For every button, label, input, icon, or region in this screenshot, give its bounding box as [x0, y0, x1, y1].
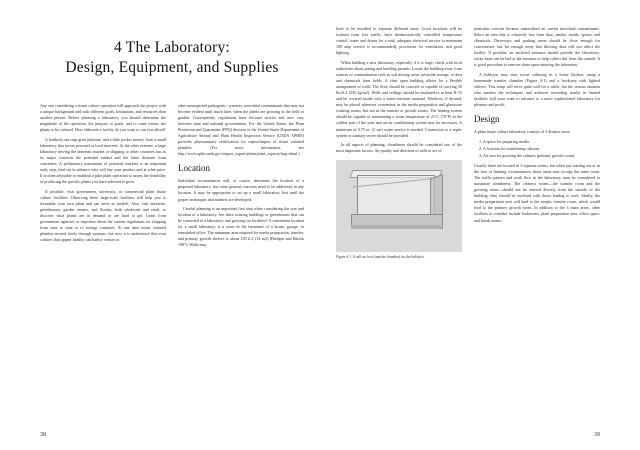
- box-front-panel: [357, 175, 436, 218]
- figure-image: [336, 160, 462, 252]
- list-item: 2. A location for transferring cultures.: [483, 146, 600, 152]
- paragraph: A hobbyist may start tissue culturing in a home kitchen, using a homemade transfer chamber (Figure 4-1) and a bookcase with lighted shelves. This setup will serve quite well for a while, but the serious amateur who masters the techniques and achieves rewarding results in limited facilities will soon want to advance to a more sophisticated laboratory for pleasure and profit.: [474, 71, 600, 108]
- page-right: [320, 0, 640, 450]
- left-column-1: [40, 103, 166, 252]
- figure-still-air-box: [336, 160, 462, 260]
- left-page-columns: [40, 103, 304, 252]
- section-heading-location: Location: [178, 163, 210, 174]
- paragraph: A hobbyist can reap great pleasure, and a little pocket money, from a small laboratory that serves personal or local interests. At the other extreme, a large laboratory serving the domestic market or shipping to other countries has as its major concerns the potential market and the labor distance from customers. A preliminary assessment of potential markets is an important early step; find out in advance who will buy your product and at what price. It is often advisable to establish a pilot plant operation to assess the feasibility of producing the specific plants you have selected to grow.: [40, 136, 166, 185]
- paragraph: If possible, visit government, university, or commercial plant tissue culture facilities. Observing these large-scale facilities will help you to formulate your own plans and can serve as models. Also, visit nurseries, greenhouses, garden centers, and florists, both wholesale and retail, to discover what plants are in demand or are hard to get. Learn from government agencies or exporters about the current regulations for shipping from state to state or to foreign countries. At one time tissue cultured plantlets moved freely through customs; but now it is understood that even cultures that appear healthy can harbor viruses or: [40, 188, 166, 243]
- paragraph: Individual circumstances will, of course, determine the location of a proposed laboratory, but some general concerns need to be addressed in any location. It may be appropriate to set up a small laboratory first until the proper techniques and markets are developed.: [178, 178, 304, 202]
- page-number-left: 38: [40, 432, 46, 438]
- paragraph: A plant tissue culture laboratory consists of 3 distinct areas:: [474, 129, 571, 135]
- paragraph: In all aspects of planning, cleanliness should be considered one of the most important factors. Air quality and direction of airflow are of: [336, 142, 462, 154]
- paragraph: other unsuspected pathogenic, systemic, microbial contaminants that may not become evident until much later, when the plants are growing in the field or garden. Consequently, regulations have become stricter and now vary between state and national governments. For the United States, the Plant Protection and Quarantine (PPQ) division of the United States Department of Agriculture Animal and Plant Health Inspection Service (USDA APHIS) provides phytosanitary certification for export/import of tissue cultured plantlets. (For more information, see http://www.aphis.usda.gov/import_export/plants/plant_exports/faqs.shtml.): [178, 102, 304, 157]
- section-heading-design: Design: [474, 114, 500, 125]
- design-areas-list: [474, 139, 600, 159]
- still-air-box-illustration: [351, 175, 447, 232]
- page-title: [40, 38, 304, 79]
- right-column-2: [474, 26, 600, 260]
- box-base-shadow: [351, 225, 441, 229]
- chapter-title-line-1: 4 The Laboratory:: [114, 39, 230, 56]
- list-item: 1. A space for preparing media.: [483, 139, 600, 145]
- left-column-2: [178, 103, 304, 252]
- right-column-1: [336, 26, 462, 260]
- paragraph: Any one considering a tissue culture operation will approach the project with a unique background and with different goals, limitations, and resources than another person. Before planning a laboratory, you should determine the magnitude of the operation, the purpose or goals, and to some extent, the plants to be cultured. How elaborate a facility do you want or can you afford?: [40, 102, 166, 133]
- paragraph: Careful planning is an important first step when considering the size and location of a laboratory. Are there existing buildings or greenhouses that can be converted to a laboratory and growing-on facilities? A convenient location for a small laboratory is a room in the basement of a house, garage, or remodeled office. The minimum area required for media preparation, transfer, and primary growth shelves is about 150 ft.2 (14 m2) (Bridgen and Bartok 1987). Walls may: [178, 206, 304, 248]
- list-item: 3. An area for growing the cultures (primary growth room).: [483, 153, 600, 159]
- right-page-columns: [336, 26, 600, 260]
- figure-caption: Figure 4-1. A still-air box (transfer chamber) for the hobbyist.: [336, 255, 425, 260]
- paragraph: have to be installed to separate different areas. Good locations will be isolated from foot traffic, have thermostatically controlled temperature control, water and drains for a sink, adequate electrical service (a minimum 100 amp service is recommended), provisions for ventilation, and good lighting.: [336, 26, 462, 56]
- chapter-title-line-2: Design, Equipment, and Supplies: [65, 59, 279, 77]
- page-number-right: 39: [594, 432, 600, 438]
- paragraph: When building a new laboratory, especially if it is large, check with local authorities about zoning and building permits. Locate the building away from sources of contamination such as soil mixing areas, pesticide storage, or dust and chemicals from fields. A clear open building allows for a flexible arrangement of walls. The floor should be concrete or capable of carrying 50 lbs/ft.2 (245 kg/m2). Walls and ceilings should be insulated to at least R-15 and be covered inside with a water-resistant material. Windows, if desired, may be placed wherever convenient in the media preparation and glassware washing rooms, but not in the transfer or growth rooms. The heating system should be capable of maintaining a room temperature of 21°C (70°F) in the coldest part of the year and an air conditioning system may be necessary. A minimum of 0.75 in. (2 cm) water service is needed. Connection to a septic system or sanitary sewer should be provided.: [336, 59, 462, 138]
- paragraph: particular concern because unsterilized air carries microbial contaminants. Select an area that is relatively free from dust, smoke, molds, spores, and chemicals. Driveways and parking areas should be close enough for convenience, but far enough away that blowing dust will not affect the facility. If possible, an enclosed entrance should precede the laboratory; sticky mats can be laid at the entrance to help collect dirt from the outside. It is good procedure to remove shoes upon entering the laboratory.: [474, 26, 600, 68]
- paragraph: Usually these are located in 3 separate rooms, but when just starting out or in the face of limiting circumstances, these areas may occupy the same room. The traffic pattern and work flow in the laboratory must be considered to maximize cleanliness. The cleanest rooms—the transfer room and the growing room—should not be entered directly from the outside of the building; they should be enclosed with doors leading to each. Ideally, the media preparation area will lead to the aseptic transfer room, which would lead to the primary growth room. In addition to the 3 main areas, other facilities to consider include bathrooms, plant preparation area, office space, and break rooms.: [474, 162, 600, 223]
